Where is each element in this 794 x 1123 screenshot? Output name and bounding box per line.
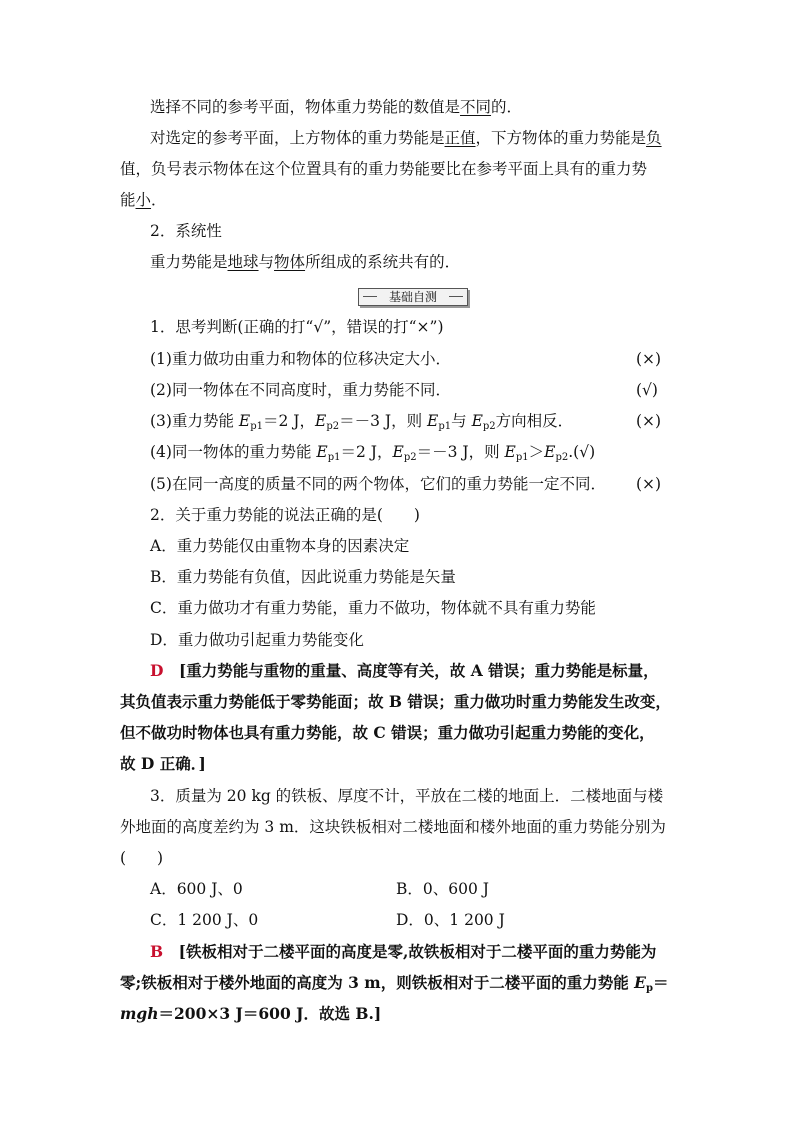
- answer-2-letter: D: [150, 661, 164, 680]
- section-banner: 基础自测: [358, 288, 468, 306]
- question-3-option-d: D．0、1 200 J: [396, 911, 505, 929]
- paragraph-reference-plane: 选择不同的参考平面，物体重力势能的数值是不同的．: [150, 98, 523, 116]
- paragraph-sign-line3: 能小．: [120, 191, 167, 209]
- judgement-2-mark: (√): [636, 381, 658, 399]
- question-2-option-c: C．重力做功才有重力势能，重力不做功，物体就不具有重力势能: [150, 599, 596, 617]
- judgement-4: (4)同一物体的重力势能 $E_{p1}=2$ J，$E_{p2}=-3$ J，则 $E_{p1}>E_{p2}.(√)$: [150, 443, 596, 463]
- question-1-title: 1．思考判断(正确的打“√”，错误的打“×”): [150, 318, 444, 336]
- underlined-term: 正值: [444, 129, 476, 147]
- judgement-3: (3)重力势能 $E_{p1}=2$ J，$E_{p2}=-3$ J，则 $E_{p1}$与 $E_{p2}$方向相反．: [150, 412, 574, 432]
- answer-2-line3: 但不做功时物体也具有重力势能，故 C 错误；重力做功引起重力势能的变化，: [120, 723, 655, 742]
- judgement-5: (5)在同一高度的质量不同的两个物体，它们的重力势能一定不同．: [150, 475, 606, 493]
- judgement-1-mark: (×): [636, 350, 662, 368]
- question-3-option-c: C．1 200 J、0: [150, 911, 259, 929]
- question-2-option-b: B．重力势能有负值，因此说重力势能是矢量: [150, 568, 456, 586]
- answer-3-line1: B [铁板相对于二楼平面的高度是零,故铁板相对于二楼平面的重力势能为: [150, 942, 657, 961]
- paragraph-system: 重力势能是地球与物体所组成的系统共有的．: [150, 253, 461, 271]
- answer-3-line2: 零;铁板相对于楼外地面的高度为 3 m，则铁板相对于二楼平面的重力势能 $E_p=$: [120, 973, 669, 994]
- answer-2-line4: 故 D 正确．]: [120, 754, 206, 773]
- answer-3-line3: mgh＝200×3 J＝600 J．故选 B.]: [120, 1004, 382, 1023]
- answer-2-line1: D [重力势能与重物的重量、高度等有关，故 A 错误；重力势能是标量，: [150, 661, 659, 680]
- question-2-option-a: A．重力势能仅由重物本身的因素决定: [150, 537, 410, 555]
- question-3-option-b: B．0、600 J: [396, 880, 489, 898]
- judgement-1: (1)重力做功由重力和物体的位移决定大小．: [150, 350, 451, 368]
- question-2-option-d: D．重力做功引起重力势能变化: [150, 631, 364, 649]
- question-3-line3: ( ): [120, 849, 164, 867]
- section-heading-system: 2．系统性: [150, 222, 222, 240]
- judgement-5-mark: (×): [636, 475, 662, 493]
- answer-3-letter: B: [150, 942, 164, 961]
- underlined-term: 小: [135, 191, 152, 209]
- answer-2-line2: 其负值表示重力势能低于零势能面；故 B 错误；重力做功时重力势能发生改变，: [120, 692, 671, 711]
- judgement-2: (2)同一物体在不同高度时，重力势能不同．: [150, 381, 451, 399]
- underlined-term: 负: [646, 129, 662, 147]
- question-2-stem: 2．关于重力势能的说法正确的是( ): [150, 506, 420, 524]
- question-3-option-a: A．600 J、0: [150, 880, 243, 898]
- judgement-3-mark: (×): [636, 412, 662, 430]
- question-3-line2: 外地面的高度差约为 3 m．这块铁板相对二楼地面和楼外地面的重力势能分别为: [120, 818, 666, 836]
- underlined-term: 地球: [227, 253, 259, 271]
- underlined-term: 物体: [274, 253, 306, 271]
- paragraph-sign-line2: 值，负号表示物体在这个位置具有的重力势能要比在参考平面上具有的重力势: [120, 160, 648, 178]
- paragraph-sign-line1: 对选定的参考平面，上方物体的重力势能是正值，下方物体的重力势能是负: [150, 129, 662, 147]
- underlined-term: 不同: [460, 98, 492, 116]
- question-3-line1: 3．质量为 20 kg 的铁板、厚度不计，平放在二楼的地面上．二楼地面与楼: [150, 787, 664, 805]
